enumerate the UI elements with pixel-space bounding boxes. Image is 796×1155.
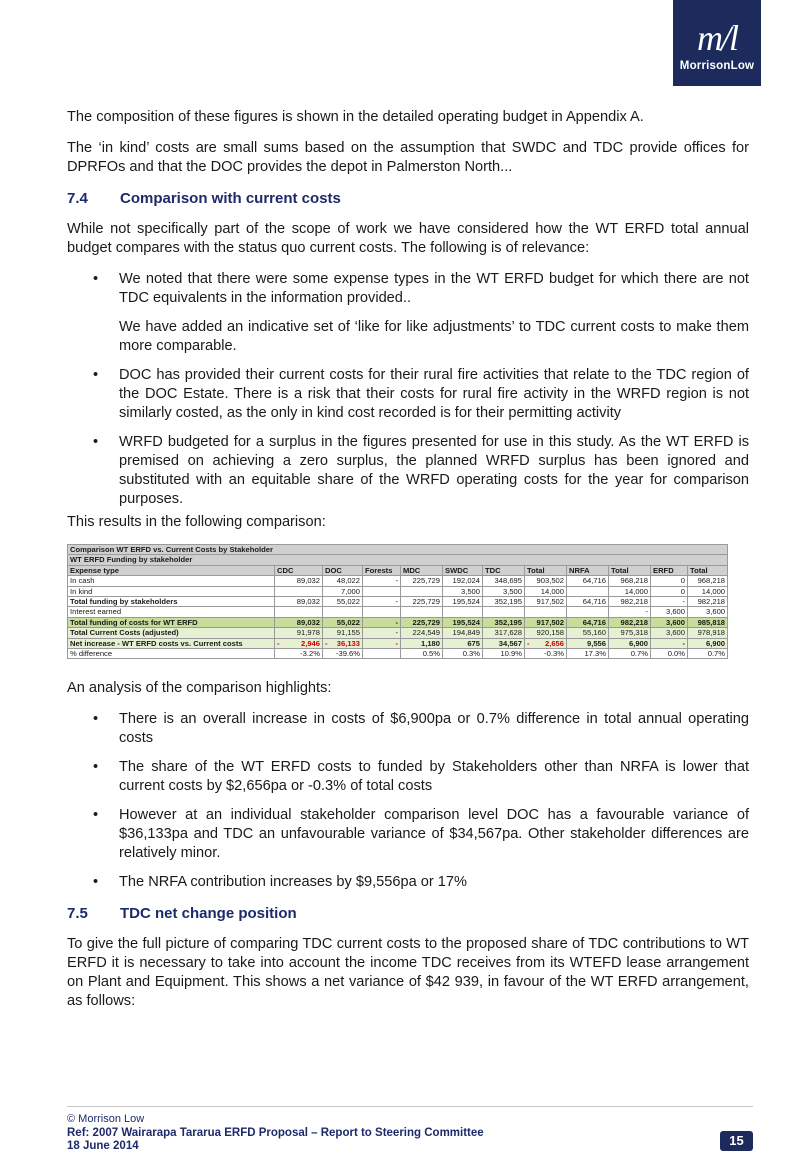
bullet-icon: •	[93, 711, 99, 728]
table-cell: 64,716	[567, 576, 609, 586]
bullet-list-relevance	[67, 270, 749, 509]
column-header: MDC	[401, 565, 443, 575]
column-header: TDC	[483, 565, 525, 575]
list-item	[67, 433, 749, 509]
table-cell: 0.3%	[443, 649, 483, 659]
table-cell: 968,218	[688, 576, 728, 586]
table-cell: -	[363, 628, 401, 638]
table-cell: 14,000	[609, 586, 651, 596]
list-item	[67, 806, 749, 863]
table-cell: 14,000	[688, 586, 728, 596]
table-row	[68, 649, 728, 659]
footer-copyright: © Morrison Low	[67, 1113, 145, 1125]
table-cell: 3,600	[651, 607, 688, 617]
table-cell: 3,600	[688, 607, 728, 617]
table-cell: 982,218	[609, 597, 651, 607]
list-item	[67, 758, 749, 796]
table-cell: 91,155	[323, 628, 363, 638]
page-number: 15	[720, 1131, 753, 1151]
section-number: 7.4	[67, 190, 88, 207]
column-header: Total	[688, 565, 728, 575]
table-cell: % difference	[68, 649, 275, 659]
column-header: Forests	[363, 565, 401, 575]
table-cell: 3,500	[483, 586, 525, 596]
table-cell: 1,180	[401, 638, 443, 648]
table-cell: 225,729	[401, 617, 443, 627]
table-cell: Net increase - WT ERFD costs vs. Current costs	[68, 638, 275, 648]
table-cell: 89,032	[275, 617, 323, 627]
logo-name: MorrisonLow	[679, 60, 755, 72]
footer-reference: Ref: 2007 Wairarapa Tararua ERFD Proposal – Report to Steering Committee	[67, 1126, 484, 1139]
table-cell: 978,918	[688, 628, 728, 638]
table-cell: 0	[651, 586, 688, 596]
table-cell: In kind	[68, 586, 275, 596]
table-cell: 224,549	[401, 628, 443, 638]
section-heading-7-4	[67, 189, 749, 208]
table-cell: 3,500	[443, 586, 483, 596]
table-cell-negative	[275, 638, 323, 648]
column-header: DOC	[323, 565, 363, 575]
table-cell	[401, 607, 443, 617]
table-cell: 6,900	[688, 638, 728, 648]
table-cell: 982,218	[609, 617, 651, 627]
table-row	[68, 586, 728, 596]
table-cell: 48,022	[323, 576, 363, 586]
table-cell: Total funding of costs for WT ERFD	[68, 617, 275, 627]
table-cell: 34,567	[483, 638, 525, 648]
table-cell: 192,024	[443, 576, 483, 586]
table-cell	[525, 607, 567, 617]
list-item	[67, 366, 749, 423]
list-item	[67, 270, 749, 356]
table-cell: Interest earned	[68, 607, 275, 617]
cell-value: 2,656	[544, 638, 564, 648]
negative-sign: -	[527, 638, 530, 648]
list-item	[67, 873, 749, 892]
table-cell: 0.5%	[401, 649, 443, 659]
table-cell: 55,160	[567, 628, 609, 638]
table-cell: 352,195	[483, 597, 525, 607]
column-header: Total	[525, 565, 567, 575]
bullet-list-highlights	[67, 710, 749, 892]
table-cell: 17.3%	[567, 649, 609, 659]
table-cell-negative	[525, 638, 567, 648]
table-cell	[567, 607, 609, 617]
table-cell: 225,729	[401, 597, 443, 607]
table-cell: Total Current Costs (adjusted)	[68, 628, 275, 638]
paragraph-tdc-net: To give the full picture of comparing TDC current costs to the proposed share of TDC contributions to WT ERFD it is necessary to take into account the income TDC receives from its WTEFD lease arrangement on Plant and Equipment. This shows a net variance of $42 939, in favour of the WT ERFD arrangement, as follows:	[67, 936, 749, 1010]
table-cell: Total funding by stakeholders	[68, 597, 275, 607]
table-cell: -	[363, 617, 401, 627]
table-cell	[363, 607, 401, 617]
list-item	[67, 710, 749, 748]
table-row	[68, 617, 728, 627]
table-cell: -	[363, 638, 401, 648]
table-cell	[275, 607, 323, 617]
table-cell: 225,729	[401, 576, 443, 586]
table-cell	[483, 607, 525, 617]
table-cell	[401, 586, 443, 596]
paragraph-in-kind: The ‘in kind’ costs are small sums based on the assumption that SWDC and TDC provide offices for DPRFOs and that the DOC provides the depot in Palmerston North...	[67, 140, 749, 175]
cell-value: 2,946	[300, 638, 320, 648]
bullet-icon: •	[93, 807, 99, 824]
table-cell: -0.3%	[525, 649, 567, 659]
table-cell: 975,318	[609, 628, 651, 638]
table-cell: -3.2%	[275, 649, 323, 659]
table-row	[68, 607, 728, 617]
table-cell: 91,978	[275, 628, 323, 638]
table-cell: 64,716	[567, 617, 609, 627]
cell-value: 36,133	[336, 638, 360, 648]
table-cell: 0.0%	[651, 649, 688, 659]
bullet-icon: •	[93, 434, 99, 450]
table-cell: 352,195	[483, 617, 525, 627]
table-cell	[363, 649, 401, 659]
table-cell: 675	[443, 638, 483, 648]
table-cell: 9,556	[567, 638, 609, 648]
column-header: ERFD	[651, 565, 688, 575]
table-row	[68, 597, 728, 607]
morrison-low-logo	[673, 0, 761, 86]
table-cell: -	[651, 597, 688, 607]
table-title: Comparison WT ERFD vs. Current Costs by Stakeholder	[68, 545, 728, 555]
bullet-text: WRFD budgeted for a surplus in the figures presented for use in this study. As the WT ERFD is premised on achieving a zero surplus, the planned WRFD surplus has been ignored and substituted with an equitable share of the WRFD operating costs for the year for comparison purposes.	[119, 434, 749, 507]
bullet-icon: •	[93, 367, 99, 383]
section-title: Comparison with current costs	[120, 190, 341, 207]
table-cell: -	[609, 607, 651, 617]
section-title: TDC net change position	[120, 905, 297, 923]
bullet-text: The share of the WT ERFD costs to funded by Stakeholders other than NRFA is lower that current costs by $2,656pa or -0.3% of total costs	[119, 759, 749, 795]
table-title-row	[68, 545, 728, 555]
bullet-text: However at an individual stakeholder comparison level DOC has a favourable variance of $36,133pa and TDC an unfavourable variance of $34,567pa. Other stakeholder differences are relatively minor.	[119, 807, 749, 862]
table-cell: -	[363, 576, 401, 586]
table-cell: -	[363, 597, 401, 607]
table-cell: 14,000	[525, 586, 567, 596]
column-header: NRFA	[567, 565, 609, 575]
bullet-text: There is an overall increase in costs of $6,900pa or 0.7% difference in total annual operating costs	[119, 711, 749, 747]
table-cell: In cash	[68, 576, 275, 586]
negative-sign: -	[325, 638, 328, 648]
table-cell: 0	[651, 576, 688, 586]
table-cell: -	[651, 638, 688, 648]
comparison-table	[67, 544, 728, 659]
column-header: Expense type	[68, 565, 275, 575]
negative-sign: -	[277, 638, 280, 648]
bullet-text: We noted that there were some expense types in the WT ERFD budget for which there are not TDC equivalents in the information provided..	[119, 271, 749, 306]
table-cell: 985,818	[688, 617, 728, 627]
table-cell: 64,716	[567, 597, 609, 607]
table-cell: 982,218	[688, 597, 728, 607]
table-row	[68, 576, 728, 586]
table-cell: 55,022	[323, 597, 363, 607]
table-cell: 0.7%	[688, 649, 728, 659]
table-cell	[275, 586, 323, 596]
table-cell: 89,032	[275, 576, 323, 586]
table-cell: 6,900	[609, 638, 651, 648]
paragraph-results: This results in the following comparison:	[67, 514, 326, 530]
table-cell: -39.6%	[323, 649, 363, 659]
logo-mark: m/l	[696, 18, 737, 58]
footer-date: 18 June 2014	[67, 1140, 139, 1152]
table-cell: 903,502	[525, 576, 567, 586]
section-heading-7-5	[67, 904, 749, 923]
page-content	[67, 108, 749, 1011]
table-cell: 3,600	[651, 628, 688, 638]
table-row	[68, 638, 728, 648]
table-header-row	[68, 565, 728, 575]
table-cell	[363, 586, 401, 596]
bullet-subtext: We have added an indicative set of ‘like for like adjustments’ to TDC current costs to make them more comparable.	[119, 319, 749, 354]
table-cell: 968,218	[609, 576, 651, 586]
table-cell	[567, 586, 609, 596]
table-cell: 348,695	[483, 576, 525, 586]
bullet-icon: •	[93, 271, 99, 287]
table-cell: 0.7%	[609, 649, 651, 659]
table-row	[68, 628, 728, 638]
page-footer	[67, 1106, 753, 1154]
table-cell: 89,032	[275, 597, 323, 607]
section-number: 7.5	[67, 905, 88, 923]
paragraph-analysis: An analysis of the comparison highlights:	[67, 680, 332, 697]
table-cell-negative	[323, 638, 363, 648]
table-subtitle: WT ERFD Funding by stakeholder	[68, 555, 728, 565]
bullet-icon: •	[93, 759, 99, 776]
column-header: CDC	[275, 565, 323, 575]
table-cell: 55,022	[323, 617, 363, 627]
table-cell: 317,628	[483, 628, 525, 638]
bullet-icon: •	[93, 874, 99, 891]
table-cell: 195,524	[443, 597, 483, 607]
table-cell	[323, 607, 363, 617]
table-cell: 10.9%	[483, 649, 525, 659]
table-cell	[443, 607, 483, 617]
bullet-text: DOC has provided their current costs for their rural fire activities that relate to the TDC region of the DOC Estate. There is a risk that their costs for rural fire activity in the WRFD region is not similarly costed, as the only in kind cost recorded is for their permitting activity	[119, 367, 749, 421]
table-subtitle-row	[68, 555, 728, 565]
table-cell: 917,502	[525, 597, 567, 607]
paragraph-appendix: The composition of these figures is shown in the detailed operating budget in Appendix A.	[67, 109, 644, 125]
table-cell: 917,502	[525, 617, 567, 627]
column-header: SWDC	[443, 565, 483, 575]
table-cell: 7,000	[323, 586, 363, 596]
column-header: Total	[609, 565, 651, 575]
table-cell: 194,849	[443, 628, 483, 638]
bullet-text: The NRFA contribution increases by $9,556pa or 17%	[119, 874, 468, 891]
table-cell: 3,600	[651, 617, 688, 627]
table-cell: 195,524	[443, 617, 483, 627]
paragraph-scope: While not specifically part of the scope of work we have considered how the WT ERFD total annual budget compares with the status quo current costs. The following is of relevance:	[67, 221, 749, 256]
table-cell: 920,158	[525, 628, 567, 638]
